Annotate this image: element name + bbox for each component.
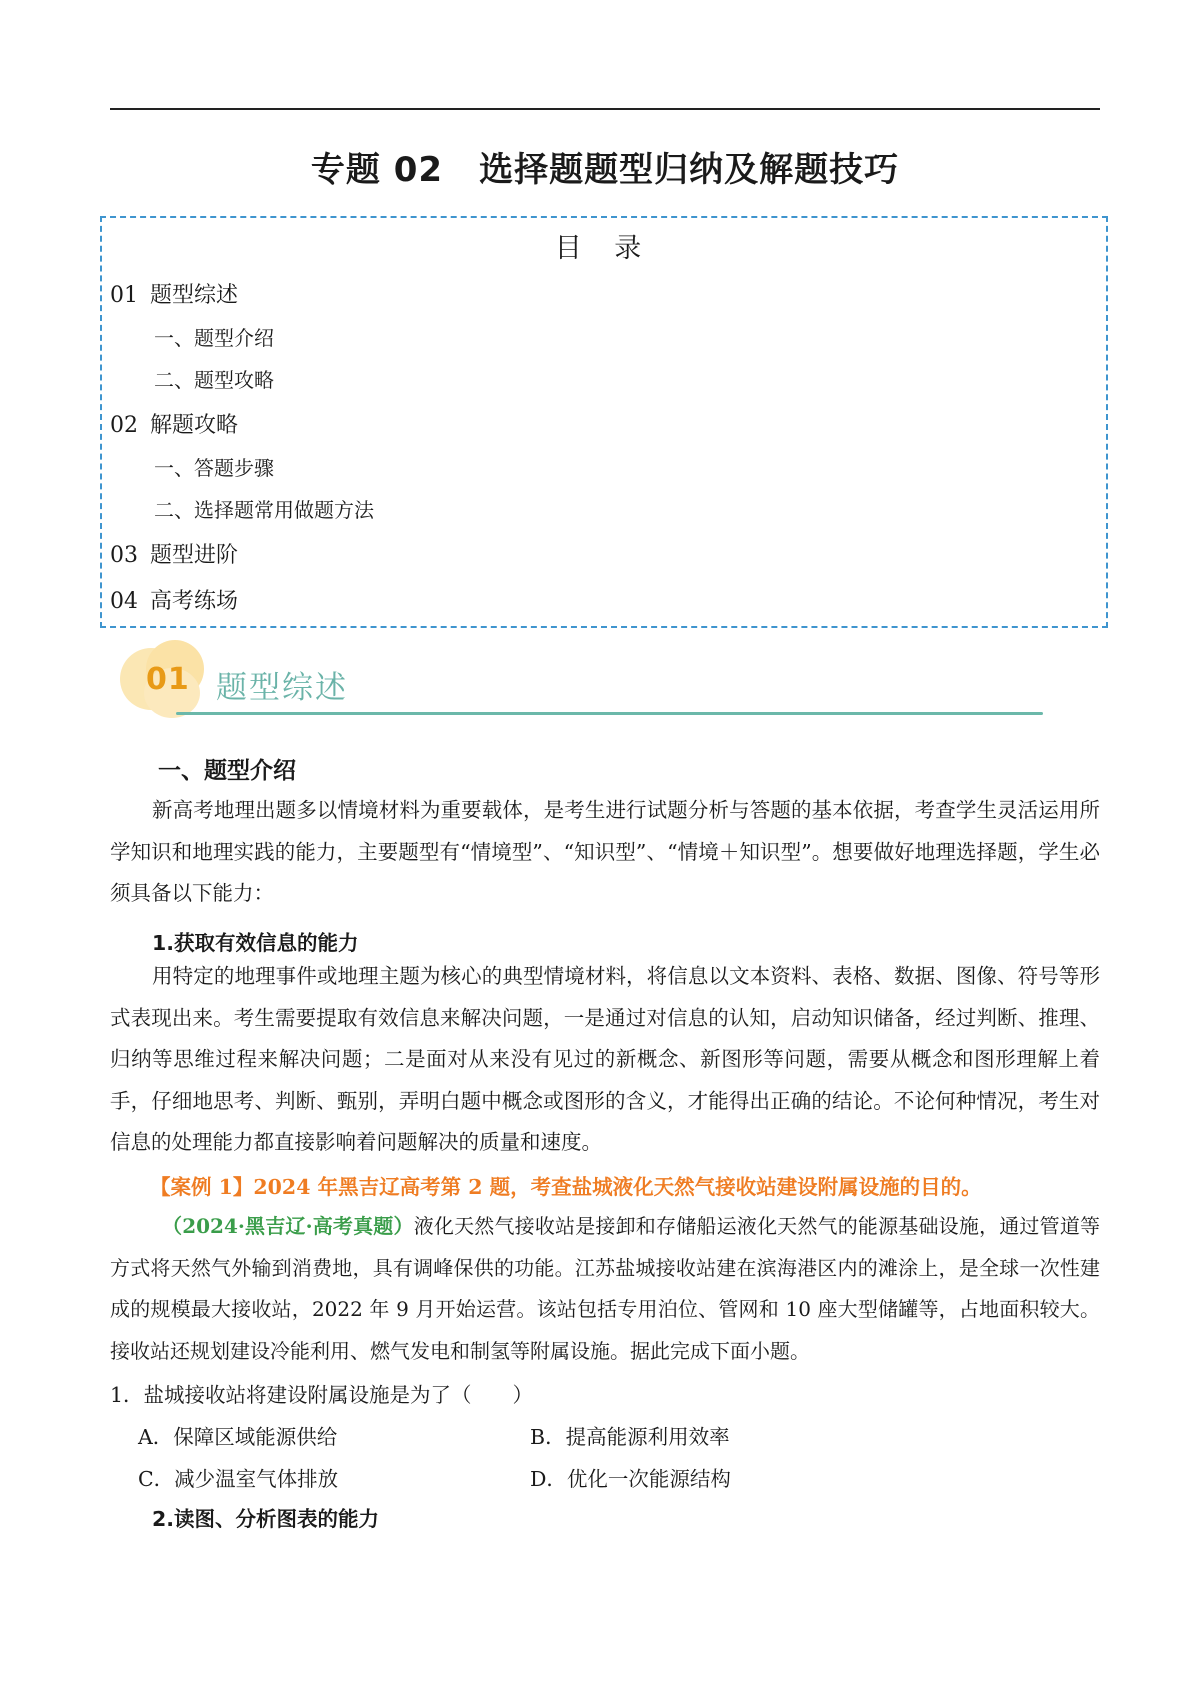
table-of-contents bbox=[100, 216, 1108, 628]
toc-label: 一、题型介绍 bbox=[154, 326, 274, 350]
section-banner bbox=[116, 640, 1036, 730]
toc-item-02[interactable] bbox=[110, 408, 238, 439]
question-stem: 1．盐城接收站将建设附属设施是为了（ ） bbox=[110, 1383, 534, 1407]
toc-label: 二、题型攻略 bbox=[154, 368, 274, 392]
intro-paragraph bbox=[110, 790, 1100, 915]
case-material bbox=[110, 1206, 1100, 1372]
toc-label: 一、答题步骤 bbox=[154, 456, 274, 480]
toc-item-03[interactable] bbox=[110, 538, 238, 569]
toc-label: 题型综述 bbox=[150, 283, 239, 308]
document-title bbox=[110, 142, 1100, 191]
toc-number: 03 bbox=[110, 543, 138, 568]
title-number: 专题 02 bbox=[310, 150, 444, 190]
intro-heading: 一、题型介绍 bbox=[158, 758, 296, 784]
toc-label: 高考练场 bbox=[150, 589, 239, 614]
toc-subitem-intro[interactable] bbox=[154, 322, 274, 351]
toc-label: 二、选择题常用做题方法 bbox=[154, 498, 374, 522]
toc-number: 04 bbox=[110, 589, 138, 614]
title-text: 选择题题型归纳及解题技巧 bbox=[479, 150, 900, 190]
source-tag: （2024·黑吉辽·高考真题） bbox=[162, 1214, 414, 1238]
ability1-heading: 1.获取有效信息的能力 bbox=[152, 931, 359, 955]
toc-number: 02 bbox=[110, 413, 138, 438]
toc-label: 解题攻略 bbox=[150, 413, 239, 438]
toc-item-01[interactable] bbox=[110, 278, 238, 309]
section-underline bbox=[176, 712, 1043, 715]
toc-subitem-steps[interactable] bbox=[154, 452, 274, 481]
material-text: 液化天然气接收站是接卸和存储船运液化天然气的能源基础设施，通过管道等方式将天然气外输到消费地，具有调峰保供的功能。江苏盐城接收站建在滨海港区内的滩涂上，是全球一次性建成的规模最大接收站，2022 年 9 月开始运营。该站包括专用泊位、管网和 10 座大型储罐等，占地面积较大。接收站还规划建设冷能利用、燃气发电和制氢等附属设施。据此完成下面小题。 bbox=[110, 1214, 1101, 1363]
option-b[interactable]: B．提高能源利用效率 bbox=[530, 1425, 730, 1449]
toc-subitem-strategy[interactable] bbox=[154, 364, 274, 393]
toc-item-04[interactable] bbox=[110, 584, 238, 615]
toc-number: 01 bbox=[110, 283, 138, 308]
ability2-heading: 2.读图、分析图表的能力 bbox=[152, 1507, 380, 1531]
toc-label: 题型进阶 bbox=[150, 543, 239, 568]
option-c[interactable]: C．减少温室气体排放 bbox=[138, 1467, 339, 1491]
toc-heading: 目 录 bbox=[554, 233, 654, 264]
section-number: 01 bbox=[146, 662, 190, 697]
option-d[interactable]: D．优化一次能源结构 bbox=[530, 1467, 731, 1491]
option-a[interactable]: A．保障区域能源供给 bbox=[138, 1425, 338, 1449]
case-label: 【案例 1】2024 年黑吉辽高考第 2 题，考查盐城液化天然气接收站建设附属设施的目的。 bbox=[150, 1175, 982, 1199]
paragraph-text: 新高考地理出题多以情境材料为重要载体，是考生进行试题分析与答题的基本依据，考查学生灵活运用所学知识和地理实践的能力，主要题型有“情境型”、“知识型”、“情境＋知识型”。想要做好地理选择题，学生必须具备以下能力： bbox=[110, 798, 1100, 905]
ability1-paragraph bbox=[110, 956, 1100, 1164]
header-rule bbox=[110, 108, 1100, 110]
toc-subitem-methods[interactable] bbox=[154, 494, 374, 523]
paragraph-text: 用特定的地理事件或地理主题为核心的典型情境材料，将信息以文本资料、表格、数据、图像、符号等形式表现出来。考生需要提取有效信息来解决问题，一是通过对信息的认知，启动知识储备，经过判断、推理、归纳等思维过程来解决问题；二是面对从来没有见过的新概念、新图形等问题，需要从概念和图形理解上着手，仔细地思考、判断、甄别，弄明白题中概念或图形的含义，才能得出正确的结论。不论何种情况，考生对信息的处理能力都直接影响着问题解决的质量和速度。 bbox=[110, 964, 1100, 1154]
section-title: 题型综述 bbox=[216, 670, 348, 706]
